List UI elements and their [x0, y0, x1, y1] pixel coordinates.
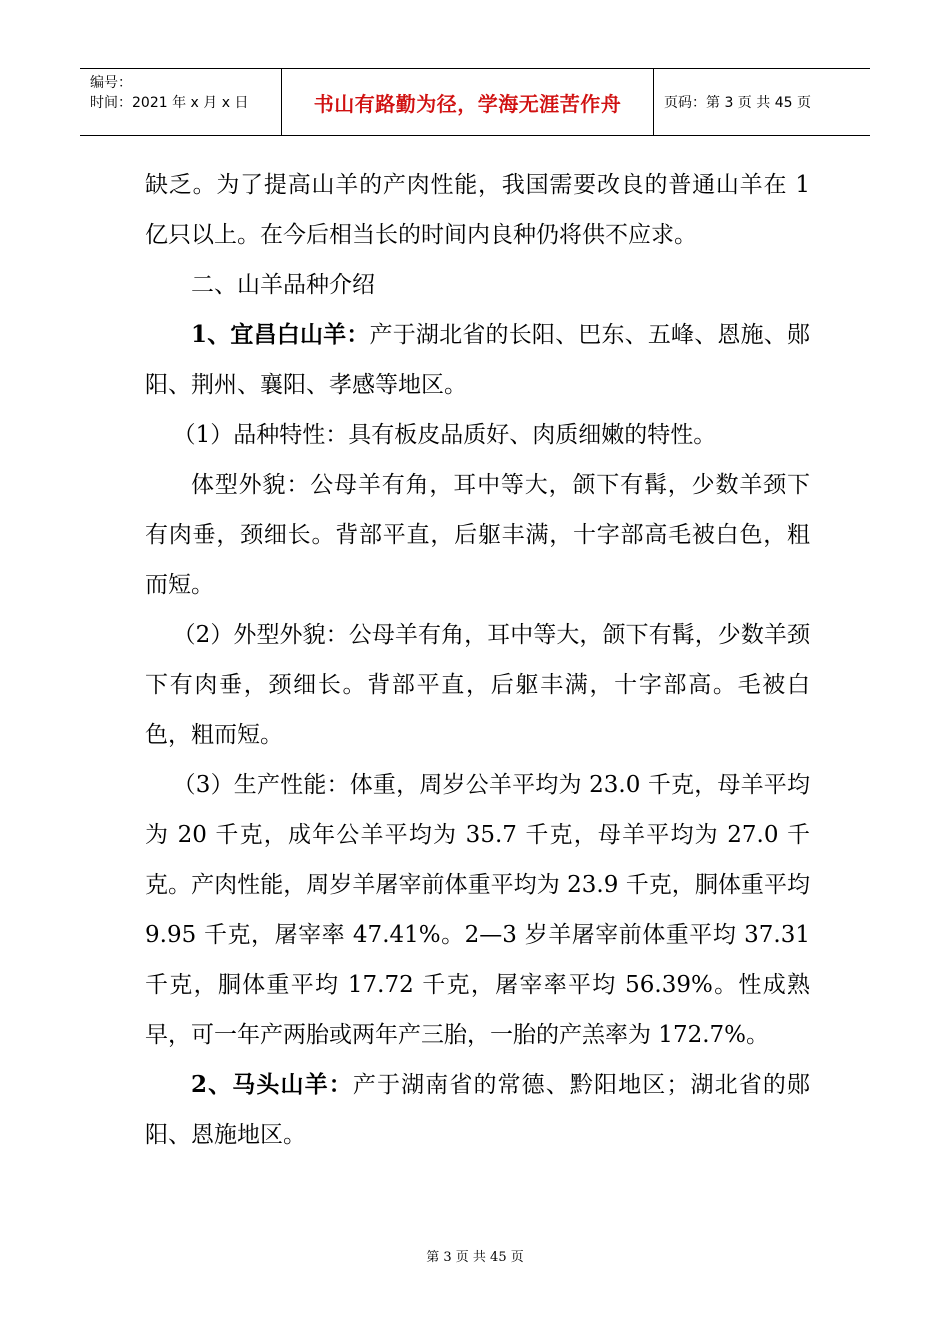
item2-title: 2、马头山羊：	[191, 1071, 353, 1098]
item1-title: 1、宜昌白山羊：	[191, 321, 370, 348]
page-footer: 第 3 页 共 45 页	[426, 1250, 524, 1265]
paragraph-intro: 缺乏。为了提高山羊的产肉性能，我国需要改良的普通山羊在 1 亿只以上。在今后相当长的时间内良种仍将供不应求。	[145, 172, 810, 248]
paragraph-item1-body: 体型外貌：公母羊有角，耳中等大，颌下有髯，少数羊颈下有肉垂，颈细长。背部平直，后躯丰满，十字部高毛被白色，粗而短。	[145, 472, 810, 598]
header-meta-cell	[80, 69, 282, 135]
document-time-label: 时间：2021 年 x 月 x 日	[90, 95, 249, 111]
paragraph-item1-sub3: （3）生产性能：体重，周岁公羊平均为 23.0 千克，母羊平均为 20 千克，成年公羊平均为 35.7 千克，母羊平均为 27.0 千克。产肉性能，周岁羊屠宰前体重平均为 23.9 千克，胴体重平均 9.95 千克，屠宰率 47.41%。2—3 岁羊屠宰前体重平均 37.31 千克，胴体重平均 17.72 千克，屠宰率平均 56.39%。性成熟早，可一年产两胎或两年产三胎，一胎的产羔率为 172.7%。	[145, 772, 810, 1048]
document-header	[80, 68, 870, 136]
paragraph-item1-sub2: （2）外型外貌：公母羊有角，耳中等大，颌下有髯，少数羊颈下有肉垂，颈细长。背部平直，后躯丰满，十字部高。毛被白色，粗而短。	[145, 622, 810, 748]
item1-text: 产于湖北省的长阳、巴东、五峰、恩施、郧阳、荆州、襄阳、孝感等地区。	[145, 322, 810, 398]
document-body	[145, 160, 810, 1160]
item2-text: 产于湖南省的常德、黔阳地区；湖北省的郧阳、恩施地区。	[145, 1072, 810, 1148]
paragraph-item1-sub1: （1）品种特性：具有板皮品质好、肉质细嫩的特性。	[172, 422, 717, 448]
section-heading: 二、山羊品种介绍	[191, 272, 375, 298]
paragraph-item2	[145, 1060, 810, 1160]
paragraph-item1	[145, 310, 810, 410]
document-number-label: 编号：	[90, 75, 132, 91]
header-motto: 书山有路勤为径，学海无涯苦作舟	[282, 69, 654, 135]
header-page-info: 页码：第 3 页 共 45 页	[664, 95, 811, 111]
